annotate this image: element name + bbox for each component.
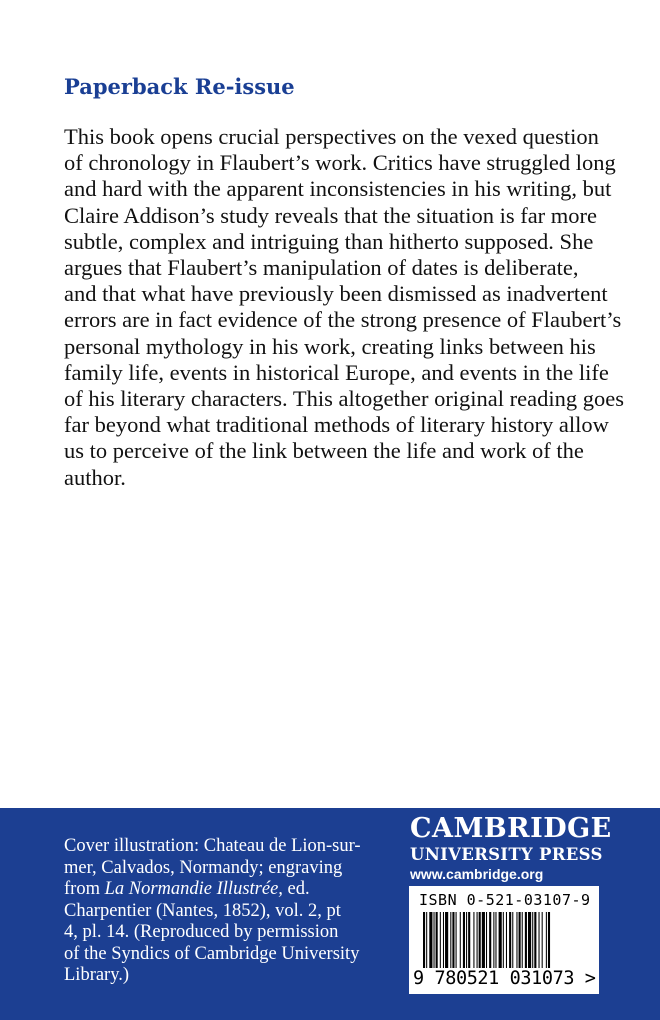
barcode-bar [436,912,438,968]
barcode-bar [546,912,547,968]
barcode-digits: 9 780521 031073 > [413,968,596,989]
blurb-text [64,124,625,491]
blurb-line: argues that Flaubert’s manipulation of dates is deliberate, [64,255,579,281]
barcode-bar [473,912,474,968]
publisher-name: CAMBRIDGE [410,813,612,844]
credit-line: Charpentier (Nantes, 1852), vol. 2, pt [64,900,341,921]
publisher-logo [410,812,612,864]
credit-line: 4, pl. 14. (Reproduced by permission [64,922,339,942]
barcode-bar [503,912,504,968]
barcode-bar [532,912,533,968]
barcode-bar [482,912,485,968]
blurb-line: Claire Addison’s study reveals that the situation is far more [64,202,598,228]
blurb-line: us to perceive of the link between the life and work of the [64,438,584,464]
barcode-bar [525,912,527,968]
blurb-line: of his literary characters. This altogether original reading goes [64,386,625,412]
blurb-line: and that what have previously been dismissed as inadvertent [64,281,608,307]
blurb-line: of chronology in Flaubert’s work. Critics have struggled long [64,150,616,176]
barcode-bar [528,912,531,968]
credit-line: mer, Calvados, Normandy; engraving [64,857,343,878]
barcode-bar [429,912,432,968]
blurb-line: author. [64,464,126,490]
barcode-bar [466,912,467,968]
barcode-bar [506,912,507,968]
credit-suffix: ed. [282,879,310,899]
barcode-bar [477,912,478,968]
blurb-line: and hard with the apparent inconsistencies in his writing, but [64,176,612,202]
barcode-bar [539,912,540,968]
publisher-website: www.cambridge.org [410,866,544,882]
credit-line: Library.) [64,965,130,985]
barcode-bar [522,912,523,968]
barcode-bars [415,912,593,968]
barcode-bar [516,912,517,968]
blurb-line: errors are in fact evidence of the strong presence of Flaubert’s [64,307,622,333]
barcode-bar [548,912,550,968]
barcode-bar [456,912,457,968]
barcode-bar [486,912,487,968]
blurb-line: far beyond what traditional methods of literary history allow [64,412,609,438]
barcode-box [409,886,599,994]
barcode-bar [440,912,441,968]
blurb-line: This book opens crucial perspectives on the vexed question [64,124,599,149]
publisher-subtitle: UNIVERSITY PRESS [410,845,603,864]
barcode-bar [423,912,425,968]
barcode-bar [534,912,536,968]
barcode-bar [445,912,448,968]
cover-credit [64,836,384,987]
barcode-bar [434,912,435,968]
blurb-line: personal mythology in his work, creating links between his [64,333,596,359]
barcode-bar [443,912,444,968]
barcode-bar [493,912,494,968]
isbn-label: ISBN 0-521-03107-9 [419,891,591,909]
barcode-bar [542,912,543,968]
barcode-bar [512,912,513,968]
barcode-bar [450,912,451,968]
credit-line: Cover illustration: Chateau de Lion-sur- [64,836,361,856]
barcode-bar [489,912,491,968]
barcode-bar [463,912,465,968]
barcode-bar [479,912,481,968]
barcode-bar [519,912,521,968]
barcode-bar [495,912,496,968]
barcode-bar [468,912,470,968]
blurb-line: family life, events in historical Europe, and events in the life [64,359,609,385]
credit-prefix: from [64,879,105,899]
barcode-bar [499,912,502,968]
barcode-bar [509,912,511,968]
page-heading: Paperback Re-issue [64,74,295,99]
credit-line [64,879,384,901]
barcode-bar [460,912,461,968]
credit-line: of the Syndics of Cambridge University [64,943,360,964]
blurb-line: subtle, complex and intriguing than hitherto supposed. She [64,228,594,254]
credit-source-title: La Normandie Illustrée, [104,879,283,899]
barcode-bar [426,912,427,968]
barcode-bar [452,912,454,968]
